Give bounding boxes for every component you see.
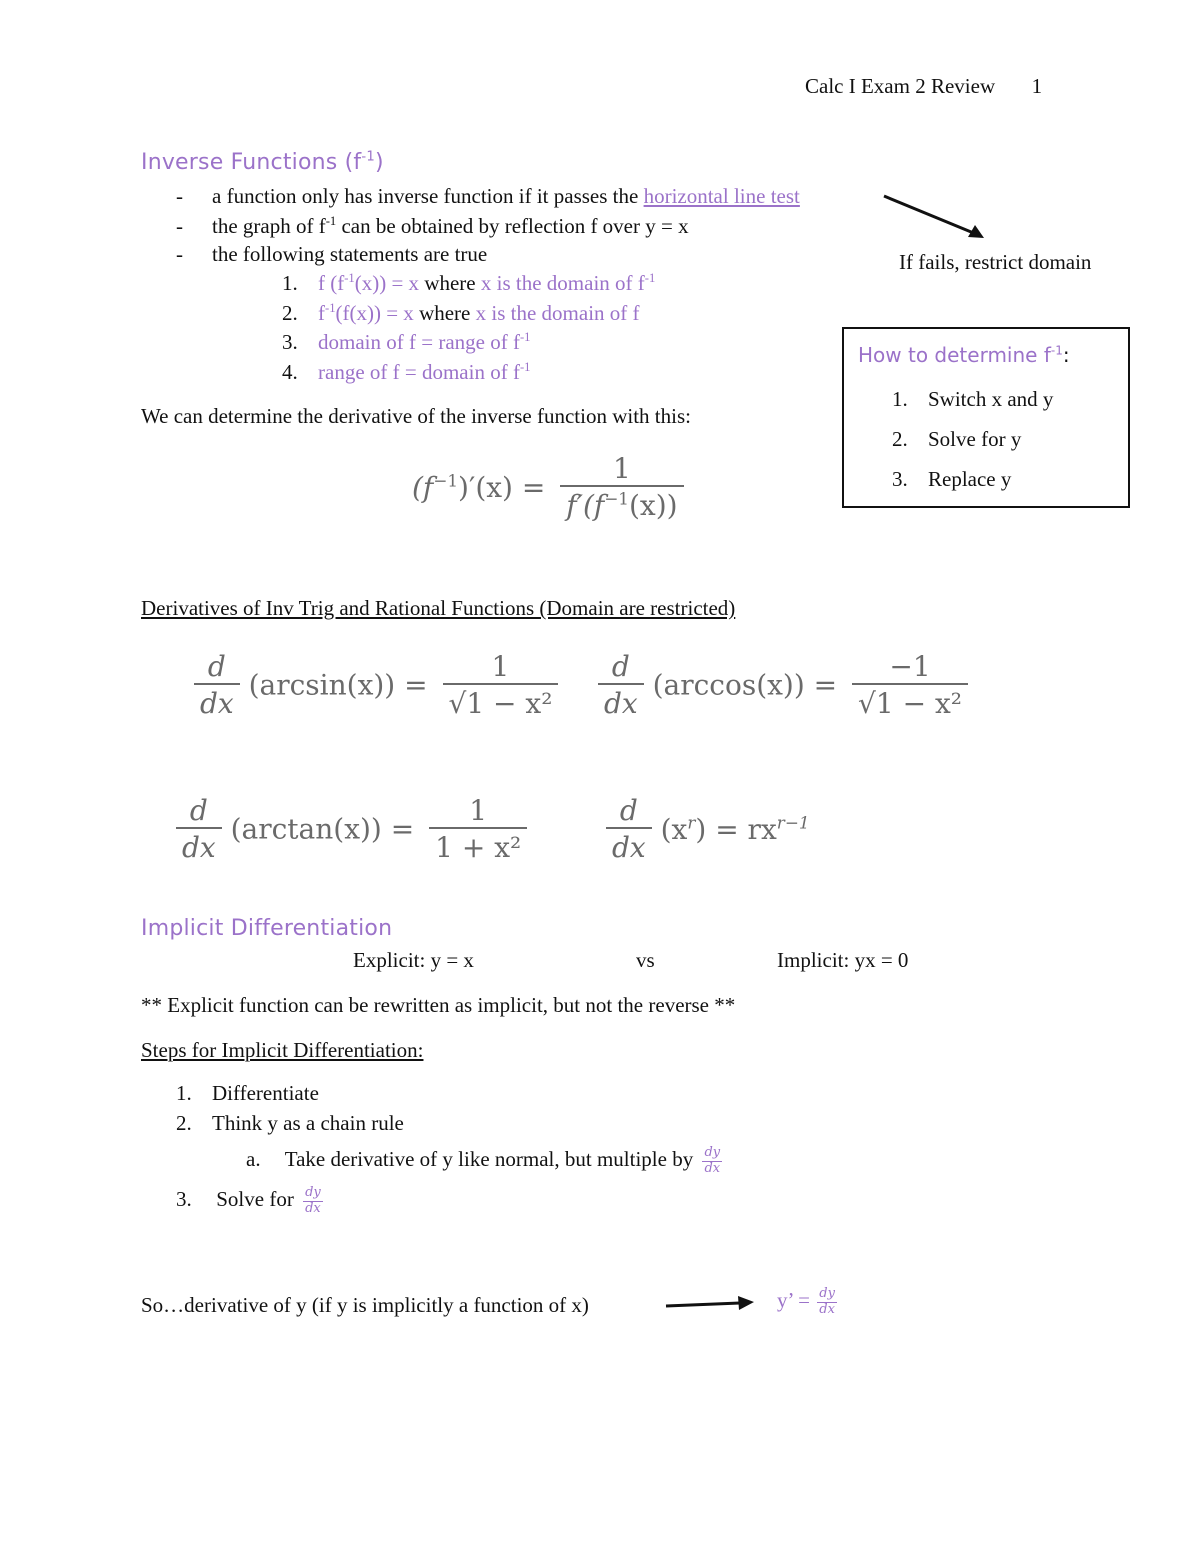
page-header [805,76,1042,97]
arcsin-derivative: $\frac{d}{dx}$ (arcsin(x)) = $\frac{1}{\text{√1 − x²}}$ [194,650,558,720]
y-prime-definition: y’ = $\frac{dy}{dx}$ [777,1286,835,1317]
steps-heading: Steps for Implicit Differentiation: [141,1038,424,1062]
header-title: Calc I Exam 2 Review [805,74,996,98]
inverse-derivative-formula: $(f^{-1})'(x)$ = $\frac{1}{f'(f^{-1}(x))}$ [412,452,684,522]
howto-box [842,327,1130,508]
howto-step: 1. Switch x and y [892,387,1054,411]
vs-label: vs [636,948,655,972]
implicit-example: Implicit: yx = 0 [777,948,909,972]
howto-step: 2. Solve for y [892,427,1022,451]
page-number: 1 [1031,74,1043,98]
arctan-derivative: $\frac{d}{dx}$ (arctan(x)) = $\frac{1}{\text{1 + x²}}$ [176,794,527,864]
arccos-derivative: $\frac{d}{dx}$ (arccos(x)) = $\frac{-1}{\text{√1 − x²}}$ [598,650,968,720]
implicit-note: ** Explicit function can be rewritten as implicit, but not the reverse ** [141,993,736,1017]
howto-title: How to determine $f^{-1}$: [858,343,1070,367]
restrict-domain-note: If fails, restrict domain [899,250,1092,274]
implicit-step: 1. Differentiate [176,1081,319,1105]
howto-step: 3. Replace y [892,467,1012,491]
power-rule-derivative: $\frac{d}{dx}$ $(x^r) = rx^{r-1}$ [606,794,810,864]
derivatives-heading: Derivatives of Inv Trig and Rational Functions (Domain are restricted) [141,596,736,620]
arrow-icon [880,190,990,250]
arrow-icon [664,1294,756,1314]
summary-text: So…derivative of y (if y is implicitly a function of x) [141,1293,589,1317]
statement-2: 2. $f^{-1}(f(x)) = x$ where x is the domain of f [282,301,640,325]
implicit-substep: a. Take derivative of y like normal, but multiple by $\frac{dy}{dx}$ [246,1145,721,1176]
horizontal-line-test-link[interactable]: horizontal line test [643,184,800,208]
statement-1: 1. f $(f^{-1}(x)) = x$ where x is the domain of $f^{-1}$ [282,271,656,295]
implicit-step: 2. Think y as a chain rule [176,1111,404,1135]
implicit-step: 3. Solve for $\frac{dy}{dx}$ [176,1185,321,1216]
derivative-intro: We can determine the derivative of the inverse function with this: [141,404,691,428]
statement-3: 3. domain of f = range of $f^{-1}$ [282,330,531,354]
implicit-heading: Implicit Differentiation [141,916,393,941]
explicit-example: Explicit: y = x [353,948,474,972]
statement-4: 4. range of f = domain of $f^{-1}$ [282,360,531,384]
inverse-functions-heading: Inverse Functions $(f^{-1})$ [141,149,384,175]
